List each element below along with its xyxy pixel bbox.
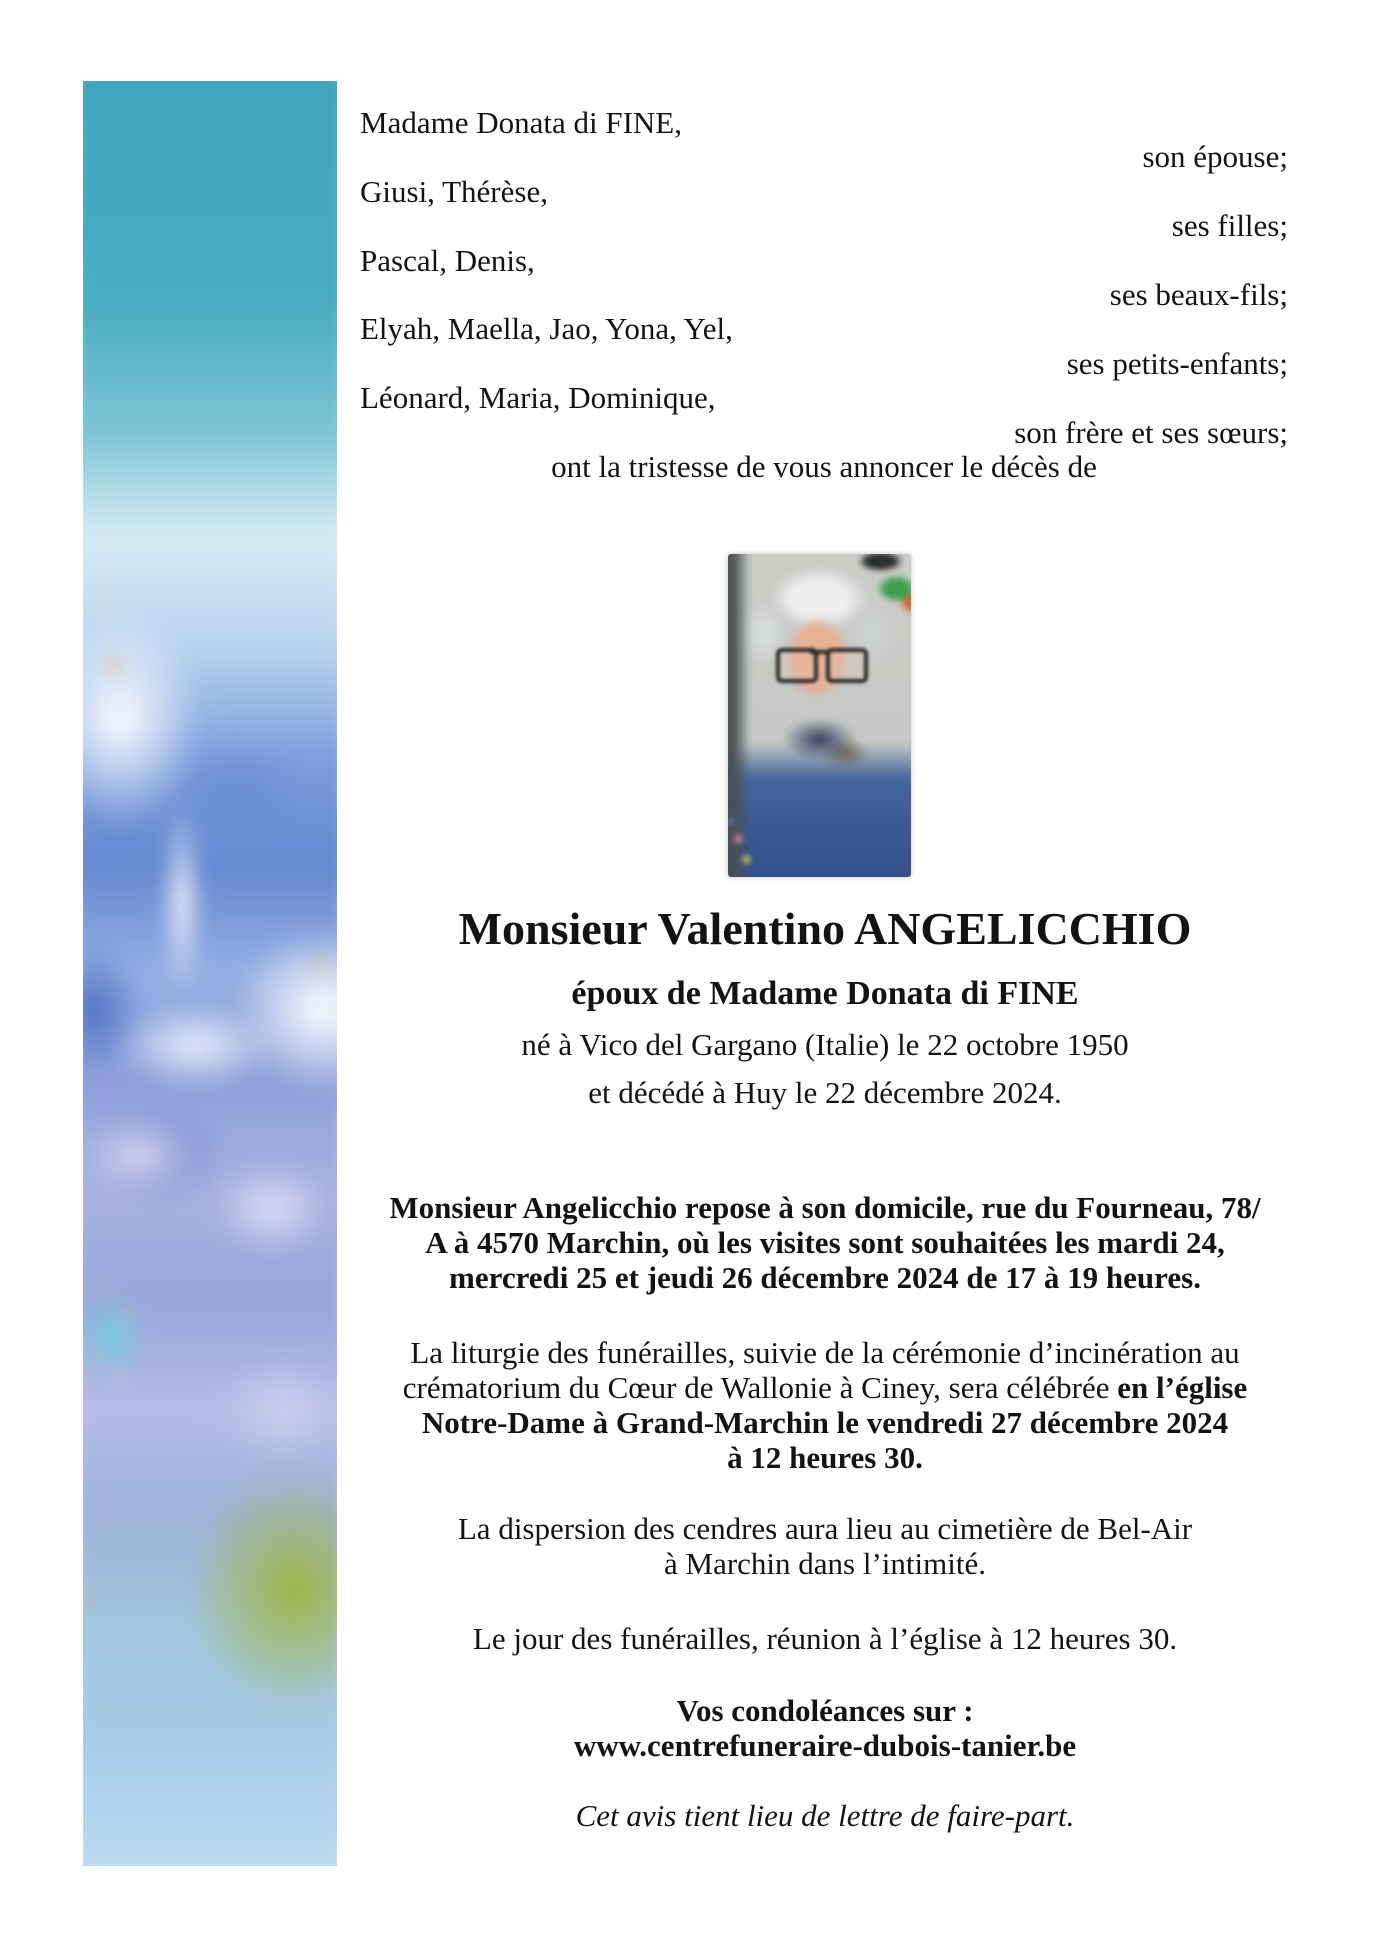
portrait-photo xyxy=(728,554,911,877)
relation-label: son épouse; xyxy=(1142,139,1288,175)
deceased-name: Monsieur Valentino ANGELICCHIO xyxy=(458,903,1192,954)
wake-paragraph xyxy=(350,1190,1300,1295)
deceased-spouse-line: époux de Madame Donata di FINE xyxy=(571,975,1079,1012)
wake-line: Monsieur Angelicchio repose à son domicile, rue du Fourneau, 78/ xyxy=(389,1190,1261,1225)
glasses-overlay xyxy=(728,554,911,877)
relative-names: Giusi, Thérèse, xyxy=(360,173,548,209)
glasses-right-lens xyxy=(826,648,868,683)
closing-notice xyxy=(350,1798,1300,1833)
relative-names: Léonard, Maria, Dominique, xyxy=(360,380,716,416)
liturgy-line: La liturgie des funérailles, suivie de la cérémonie d’incinération au xyxy=(410,1335,1240,1370)
wake-line: mercredi 25 et jeudi 26 décembre 2024 de 17 à 19 heures. xyxy=(449,1260,1201,1295)
liturgy-line-normal: crématorium du Cœur de Wallonie à Ciney, sera célébrée xyxy=(402,1370,1118,1405)
deceased-birth-line: né à Vico del Gargano (Italie) le 22 octobre 1950 xyxy=(521,1027,1129,1062)
hydrangea-artwork xyxy=(83,81,337,1866)
meeting-line: Le jour des funérailles, réunion à l’église à 12 heures 30. xyxy=(472,1621,1178,1656)
relative-names: Madame Donata di FINE, xyxy=(360,105,682,140)
liturgy-line xyxy=(350,1370,1300,1405)
closing-notice-line: Cet avis tient lieu de lettre de faire-part. xyxy=(575,1798,1075,1833)
condolences-website: www.centrefuneraire-dubois-tanier.be xyxy=(573,1728,1077,1763)
ashes-paragraph xyxy=(350,1511,1300,1581)
relative-names: Pascal, Denis, xyxy=(360,242,535,278)
relation-label: ses petits-enfants; xyxy=(1066,345,1288,381)
wake-line: A à 4570 Marchin, où les visites sont souhaitées les mardi 24, xyxy=(425,1225,1225,1260)
liturgy-line-bold: en l’église xyxy=(1117,1370,1248,1405)
relative-names: Elyah, Maella, Jao, Yona, Yel, xyxy=(360,311,733,347)
ashes-line: La dispersion des cendres aura lieu au cimetière de Bel-Air xyxy=(457,1511,1193,1546)
liturgy-line: à 12 heures 30. xyxy=(727,1440,923,1475)
family-relations-block xyxy=(360,106,1288,484)
relation-label: ses beaux-fils; xyxy=(1109,277,1288,313)
deceased-death-line: et décédé à Huy le 22 décembre 2024. xyxy=(588,1075,1062,1110)
glasses-bridge xyxy=(810,650,828,654)
ashes-line: à Marchin dans l’intimité. xyxy=(664,1546,986,1581)
condolences-heading: Vos condoléances sur : xyxy=(676,1693,974,1728)
meeting-paragraph xyxy=(350,1621,1300,1656)
floral-side-image xyxy=(83,81,337,1866)
liturgy-line: Notre-Dame à Grand-Marchin le vendredi 27 décembre 2024 xyxy=(421,1405,1229,1440)
announcement-line: ont la tristesse de vous annoncer le décès de xyxy=(551,449,1097,485)
relation-label: ses filles; xyxy=(1171,208,1288,244)
liturgy-paragraph xyxy=(350,1335,1300,1475)
condolences-paragraph xyxy=(350,1693,1300,1763)
relation-label: son frère et ses sœurs; xyxy=(1014,414,1288,450)
